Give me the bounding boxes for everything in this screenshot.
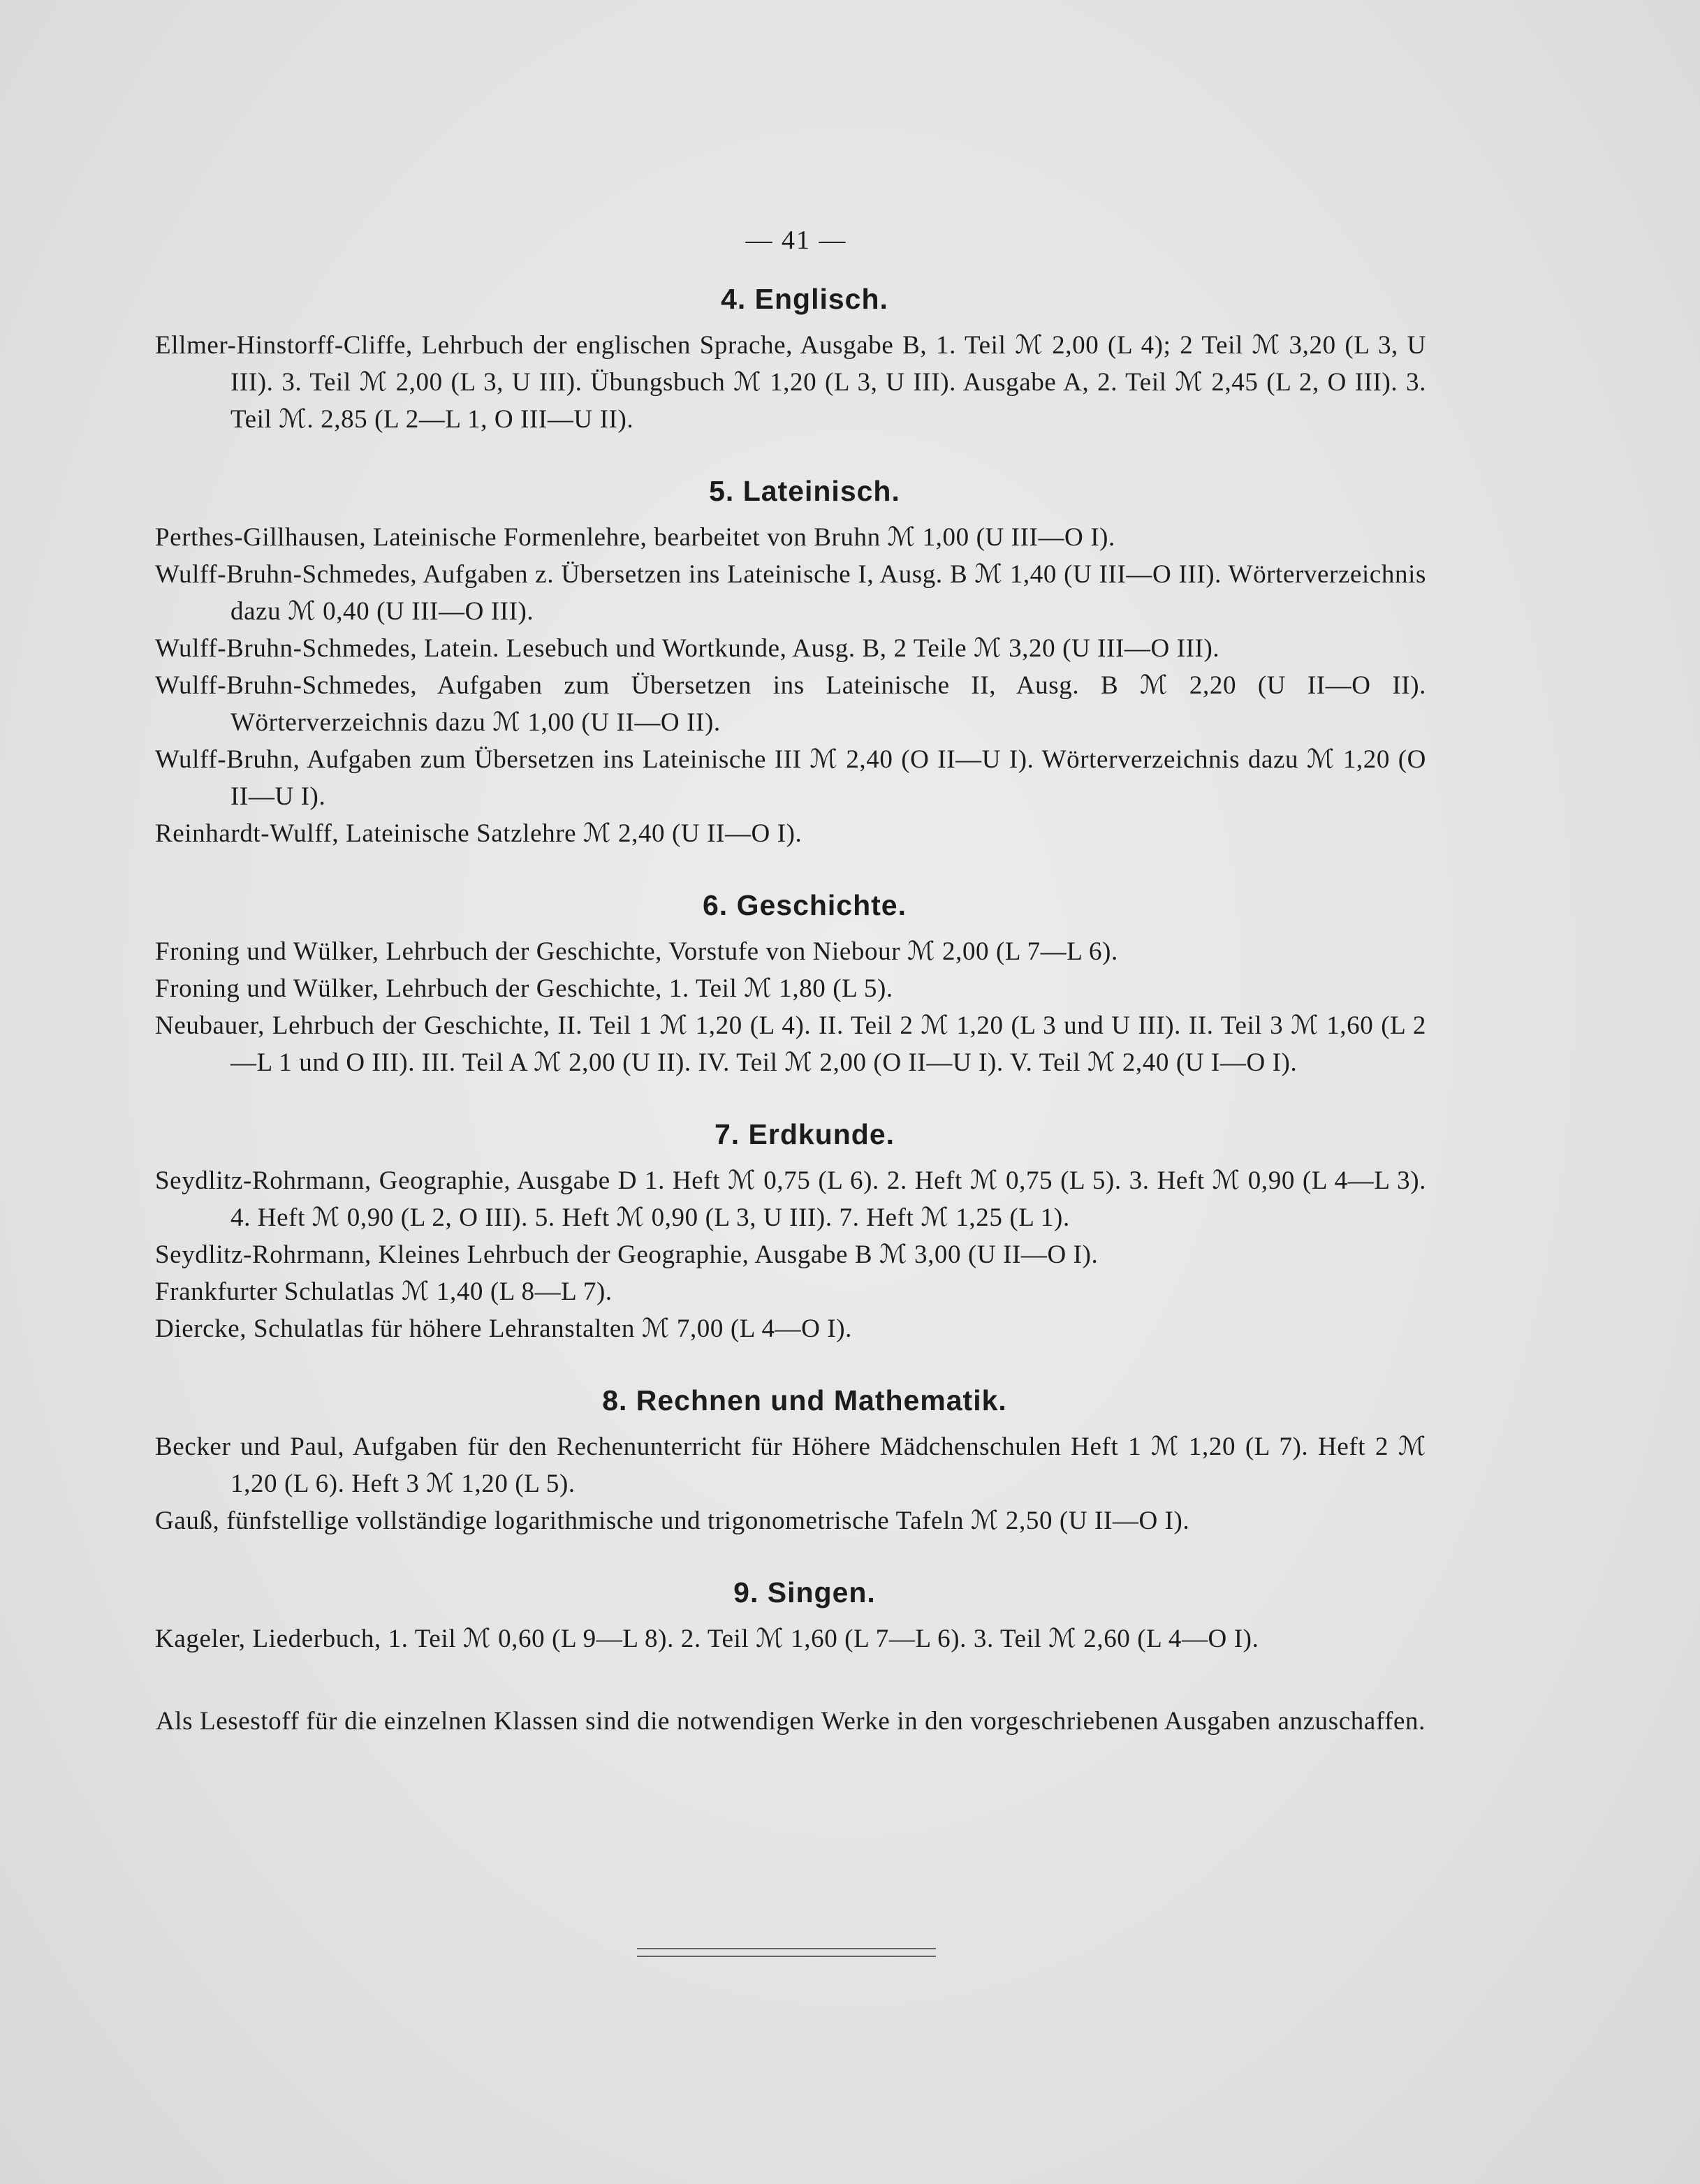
- section-lateinisch: [155, 471, 1426, 852]
- book-entry: Perthes-Gillhausen, Lateinische Formenlehre, bearbeitet von Bruhn ℳ 1,00 (U III—O I).: [155, 523, 1115, 552]
- book-entry: Kageler, Liederbuch, 1. Teil ℳ 0,60 (L 9—L 8). 2. Teil ℳ 1,60 (L 7—L 6). 3. Teil ℳ 2,60 (L 4—O I).: [155, 1625, 1259, 1653]
- page-number: — 41 —: [745, 226, 847, 255]
- closing-note: Als Lesestoff für die einzelnen Klassen sind die notwendigen Werke in den vorgeschriebenen Ausgaben anzuschaffen.: [155, 1707, 1426, 1736]
- book-list: [155, 279, 1426, 1767]
- book-entry: Neubauer, Lehrbuch der Geschichte, II. Teil 1 ℳ 1,20 (L 4). II. Teil 2 ℳ 1,20 (L 3 und U III). II. Teil 3 ℳ 1,60 (L 2—L 1 und O III). III. Teil A ℳ 2,00 (U II). IV. Teil ℳ 2,00 (O II—U I). V. Teil ℳ 2,40 (U I—O I).: [155, 1011, 1426, 1077]
- section-geschichte: [155, 886, 1426, 1081]
- section-heading: 6. Geschichte.: [702, 889, 907, 921]
- section-heading: 8. Rechnen und Mathematik.: [602, 1384, 1007, 1416]
- book-entry: Ellmer-Hinstorff-Cliffe, Lehrbuch der englischen Sprache, Ausgabe B, 1. Teil ℳ 2,00 (L 4); 2 Teil ℳ 3,20 (L 3, U III). 3. Teil ℳ 2,00 (L 3, U III). Übungsbuch ℳ 1,20 (L 3, U III). Ausgabe A, 2. Teil ℳ 2,45 (L 2, O III). 3. Teil ℳ. 2,85 (L 2—L 1, O III—U II).: [155, 331, 1426, 434]
- section-heading: 5. Lateinisch.: [709, 475, 900, 507]
- book-entry: Froning und Wülker, Lehrbuch der Geschichte, 1. Teil ℳ 1,80 (L 5).: [155, 974, 893, 1003]
- double-rule-divider: [637, 1948, 936, 1957]
- book-entry: Diercke, Schulatlas für höhere Lehranstalten ℳ 7,00 (L 4—O I).: [155, 1314, 853, 1343]
- book-entry: Froning und Wülker, Lehrbuch der Geschichte, Vorstufe von Niebour ℳ 2,00 (L 7—L 6).: [155, 937, 1118, 966]
- book-entry: Gauß, fünfstellige vollständige logarithmische und trigonometrische Tafeln ℳ 2,50 (U II—O I).: [155, 1507, 1190, 1535]
- book-entry: Wulff-Bruhn-Schmedes, Aufgaben zum Übersetzen ins Lateinische II, Ausg. B ℳ 2,20 (U II—O II). Wörterverzeichnis dazu ℳ 1,00 (U II—O II).: [155, 671, 1426, 737]
- book-entry: Becker und Paul, Aufgaben für den Rechenunterricht für Höhere Mädchenschulen Heft 1 ℳ 1,20 (L 7). Heft 2 ℳ 1,20 (L 6). Heft 3 ℳ 1,20 (L 5).: [155, 1432, 1426, 1498]
- book-entry: Seydlitz-Rohrmann, Kleines Lehrbuch der Geographie, Ausgabe B ℳ 3,00 (U II—O I).: [155, 1240, 1099, 1269]
- book-entry: Wulff-Bruhn-Schmedes, Aufgaben z. Übersetzen ins Lateinische I, Ausg. B ℳ 1,40 (U III—O III). Wörterverzeichnis dazu ℳ 0,40 (U III—O III).: [155, 560, 1426, 626]
- section-mathematik: [155, 1381, 1426, 1539]
- section-englisch: [155, 279, 1426, 438]
- section-heading: 9. Singen.: [733, 1576, 876, 1608]
- book-entry: Seydlitz-Rohrmann, Geographie, Ausgabe D 1. Heft ℳ 0,75 (L 6). 2. Heft ℳ 0,75 (L 5). 3. Heft ℳ 0,90 (L 4—L 3). 4. Heft ℳ 0,90 (L 2, O III). 5. Heft ℳ 0,90 (L 3, U III). 7. Heft ℳ 1,25 (L 1).: [155, 1166, 1426, 1232]
- section-singen: [155, 1573, 1426, 1657]
- book-entry: Wulff-Bruhn, Aufgaben zum Übersetzen ins Lateinische III ℳ 2,40 (O II—U I). Wörterverzeichnis dazu ℳ 1,20 (O II—U I).: [155, 745, 1426, 811]
- section-heading: 7. Erdkunde.: [714, 1118, 895, 1150]
- book-entry: Wulff-Bruhn-Schmedes, Latein. Lesebuch und Wortkunde, Ausg. B, 2 Teile ℳ 3,20 (U III—O III).: [155, 634, 1220, 663]
- book-entry: Reinhardt-Wulff, Lateinische Satzlehre ℳ 2,40 (U II—O I).: [155, 819, 803, 848]
- section-erdkunde: [155, 1115, 1426, 1347]
- book-entry: Frankfurter Schulatlas ℳ 1,40 (L 8—L 7).: [155, 1277, 613, 1306]
- section-heading: 4. Englisch.: [721, 283, 888, 315]
